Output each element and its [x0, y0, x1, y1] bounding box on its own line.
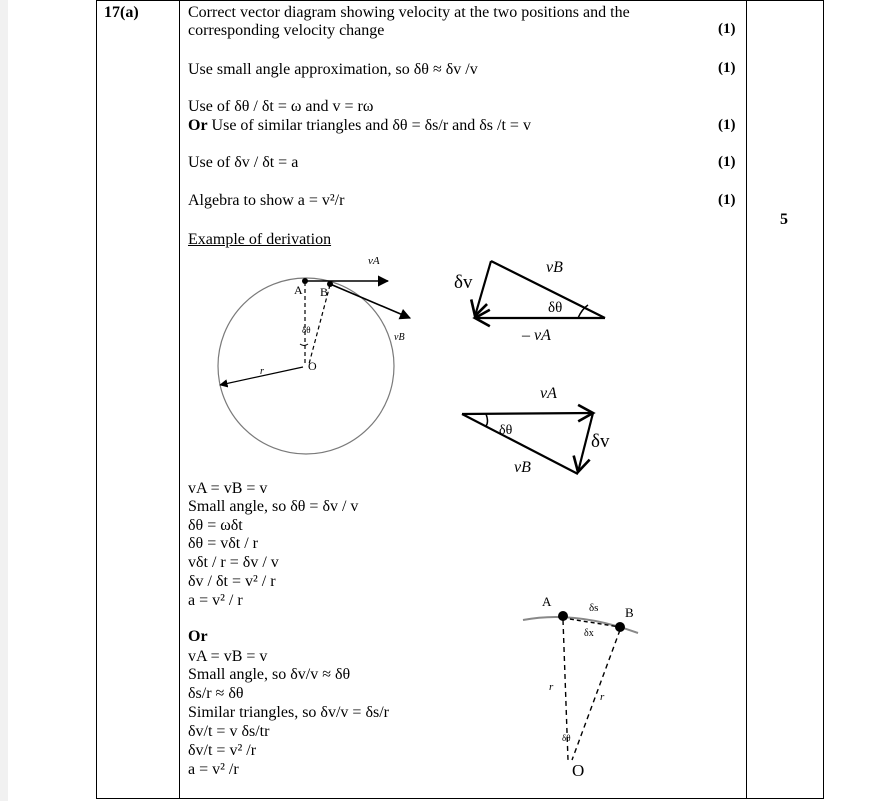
tri1-neg-vA-label: – vA: [522, 327, 551, 344]
criterion-3-alt: Use of similar triangles and δθ = δs/r and δs /t = v: [211, 117, 531, 134]
tri1-dv-side: [475, 261, 491, 316]
orbit-circle: [218, 278, 394, 454]
or-heading: Or: [188, 628, 208, 645]
derivation-2-line-4: Similar triangles, so δv/v = δs/r: [188, 704, 389, 721]
centre-label: O: [308, 359, 317, 373]
circle-diagram: [218, 255, 410, 454]
example-heading: Example of derivation: [188, 231, 332, 248]
derivation-1-line-7: a = v² / r: [188, 592, 243, 609]
angle-label: δθ: [302, 325, 311, 335]
arc-r-left-label: r: [549, 681, 554, 693]
criterion-1-mark: (1): [718, 21, 736, 37]
arc-centre-label: O: [572, 761, 585, 780]
derivation-1-line-3: δθ = ωδt: [188, 517, 243, 534]
criterion-3-mark: (1): [718, 117, 736, 133]
radius-label: r: [260, 366, 264, 377]
criterion-5: Algebra to show a = v²/r: [188, 192, 345, 209]
derivation-2-line-1: vA = vB = v: [188, 648, 268, 665]
derivation-1-line-2: Small angle, so δθ = δv / v: [188, 498, 359, 515]
derivation-1-line-1: vA = vB = v: [188, 480, 268, 497]
velocity-triangle-2: [462, 385, 610, 476]
tri2-vB-label: vB: [514, 459, 531, 476]
criterion-4: Use of δv / δt = a: [188, 154, 299, 171]
derivation-2-line-5: δv/t = v δs/tr: [188, 723, 270, 740]
criterion-3-or: Or: [188, 117, 208, 134]
arc-radius-b: [572, 630, 620, 760]
criterion-1-line1: Correct vector diagram showing velocity at the two positions and the: [188, 4, 630, 21]
arc-point-a-label: A: [542, 594, 552, 609]
derivation-1-line-5: vδt / r = δv / v: [188, 554, 279, 571]
criterion-3-line1: Use of δθ / δt = ω and v = rω: [188, 98, 374, 115]
arc-diagram: [523, 594, 638, 780]
tri2-angle-arc: [486, 414, 488, 426]
vB-label: vB: [394, 332, 405, 343]
angle-arc: [300, 344, 308, 346]
point-a-dot: [302, 278, 308, 284]
tri1-angle-label: δθ: [548, 300, 563, 316]
criterion-2: Use small angle approximation, so δθ ≈ δv /v: [188, 61, 478, 78]
arc-angle-label: δθ: [562, 733, 571, 743]
tri1-dv-label: δv: [454, 272, 473, 293]
velocity-b-arrow: [330, 284, 410, 318]
criterion-4-mark: (1): [718, 154, 736, 170]
tri2-dv-label: δv: [591, 431, 610, 452]
derivation-2-line-3: δs/r ≈ δθ: [188, 685, 244, 702]
arc-dx-label: δx: [584, 628, 594, 639]
total-marks: 5: [780, 211, 788, 228]
point-b-label: B: [320, 285, 329, 299]
criterion-2-mark: (1): [718, 60, 736, 76]
derivation-2-line-7: a = v² /r: [188, 761, 239, 778]
vA-label: vA: [368, 255, 380, 267]
arc-point-b-label: B: [625, 605, 634, 620]
derivation-2-line-6: δv/t = v² /r: [188, 742, 257, 759]
criterion-5-mark: (1): [718, 192, 736, 208]
tri2-vA-side: [462, 413, 593, 414]
criterion-1-line2: corresponding velocity change: [188, 22, 385, 39]
tri2-vA-label: vA: [540, 385, 557, 402]
velocity-triangle-1: [454, 259, 605, 344]
tri2-angle-label: δθ: [499, 423, 513, 438]
question-number: 17(a): [104, 4, 139, 21]
arc-ds-label: δs: [589, 602, 599, 614]
derivation-1-line-6: δv / δt = v² / r: [188, 573, 276, 590]
arc-point-a-dot: [558, 611, 568, 621]
point-a-label: A: [294, 283, 303, 297]
tri1-vB-label: vB: [546, 259, 563, 276]
derivation-2-line-2: Small angle, so δv/v ≈ δθ: [188, 666, 351, 683]
arc-r-right-label: r: [600, 691, 605, 703]
derivation-1-line-4: δθ = vδt / r: [188, 535, 258, 552]
